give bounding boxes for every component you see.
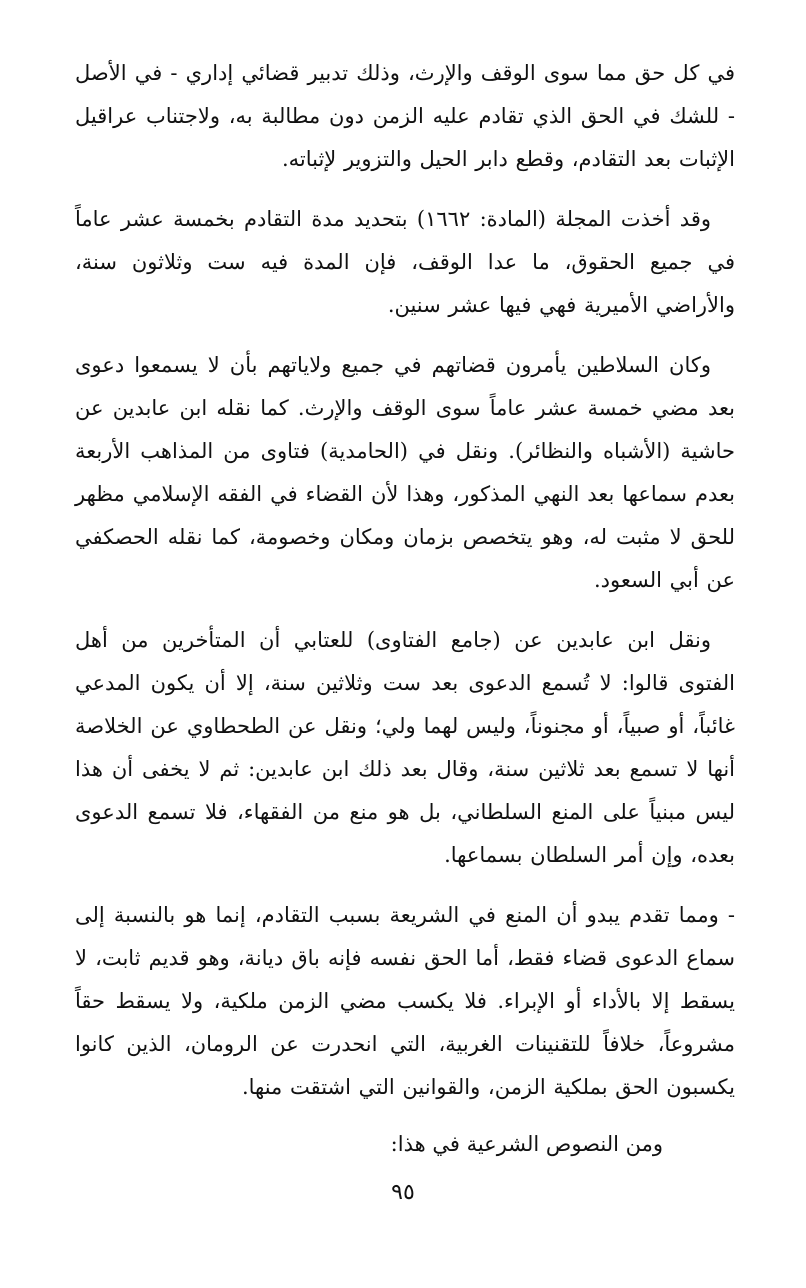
paragraph-1: في كل حق مما سوى الوقف والإرث، وذلك تدبير قضائي إداري - في الأصل - للشك في الحق الذي تقادم عليه الزمن دون مطالبة به، ولاجتناب عراقيل الإثبات بعد التقادم، وقطع دابر الحيل والتزوير لإثباته. — [75, 61, 735, 171]
paragraph-2: وقد أخذت المجلة (المادة: ١٦٦٢) بتحديد مدة التقادم بخمسة عشر عاماً في جميع الحقوق، ما عدا الوقف، فإن المدة فيه ست وثلاثون سنة، والأراضي الأميرية فهي فيها عشر سنين. — [75, 207, 735, 317]
page-number: ٩٥ — [391, 1180, 415, 1205]
closing-line: ومن النصوص الشرعية في هذا: — [390, 1132, 663, 1156]
page-body — [75, 52, 735, 1166]
paragraph-4: ونقل ابن عابدين عن (جامع الفتاوى) للعتابي أن المتأخرين من أهل الفتوى قالوا: لا تُسمع الدعوى بعد ست وثلاثين سنة، إلا أن يكون المدعي غائباً، أو صبياً، أو مجنوناً، وليس لهما ولي؛ ونقل عن الطحطاوي عن الخلاصة أنها لا تسمع بعد ثلاثين سنة، وقال بعد ذلك ابن عابدين: ثم لا يخفى أن هذا ليس مبنياً على المنع السلطاني، بل هو منع من الفقهاء، فلا تسمع الدعوى بعده، وإن أمر السلطان بسماعها. — [75, 628, 735, 867]
paragraph-5: - ومما تقدم يبدو أن المنع في الشريعة بسبب التقادم، إنما هو بالنسبة إلى سماع الدعوى قضاء فقط، أما الحق نفسه فإنه باق ديانة، وهو قديم ثابت، لا يسقط إلا بالأداء أو الإبراء. فلا يكسب مضي الزمن ملكية، ولا يسقط حقاً مشروعاً، خلافاً للتقنينات الغربية، التي انحدرت عن الرومان، الذين كانوا يكسبون الحق بملكية الزمن، والقوانين التي اشتقت منها. — [75, 903, 735, 1099]
paragraph-3: وكان السلاطين يأمرون قضاتهم في جميع ولاياتهم بأن لا يسمعوا دعوى بعد مضي خمسة عشر عاماً سوى الوقف والإرث. كما نقله ابن عابدين عن حاشية (الأشباه والنظائر). ونقل في (الحامدية) فتاوى من المذاهب الأربعة بعدم سماعها بعد النهي المذكور، وهذا لأن القضاء في الفقه الإسلامي مظهر للحق لا مثبت له، وهو يتخصص بزمان ومكان وخصومة، كما نقله الحصكفي عن أبي السعود. — [75, 353, 735, 592]
